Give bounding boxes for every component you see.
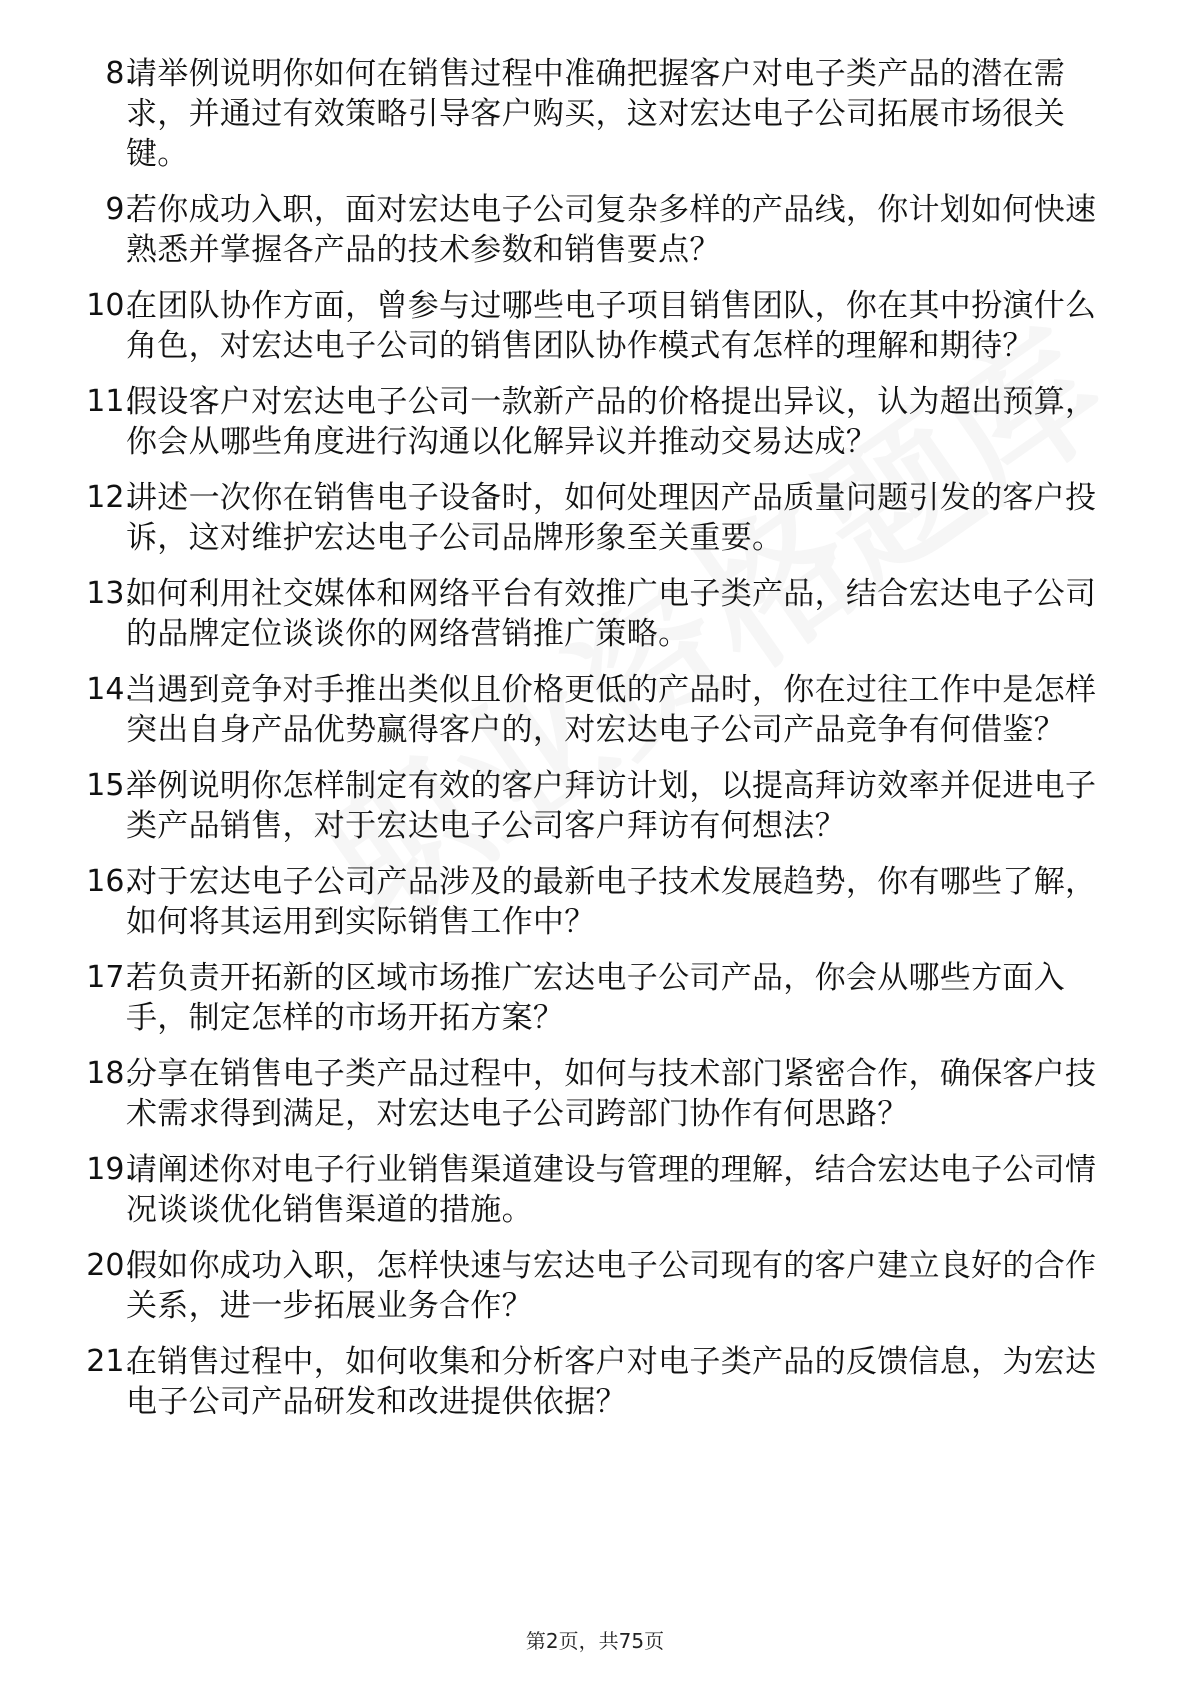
question-item <box>0 766 1190 846</box>
question-item <box>0 574 1190 654</box>
question-text: 假如你成功入职，怎样快速与宏达电子公司现有的客户建立良好的合作关系，进一步拓展业务合作？ <box>126 1248 1097 1324</box>
question-number: 9. <box>105 192 134 227</box>
question-item <box>0 1342 1190 1422</box>
question-text: 举例说明你怎样制定有效的客户拜访计划，以提高拜访效率并促进电子类产品销售，对于宏达电子公司客户拜访有何想法？ <box>126 768 1097 844</box>
question-number: 12. <box>86 480 134 515</box>
question-item <box>0 478 1190 558</box>
page-footer <box>0 1628 1190 1654</box>
question-text: 讲述一次你在销售电子设备时，如何处理因产品质量问题引发的客户投诉，这对维护宏达电子公司品牌形象至关重要。 <box>126 480 1097 556</box>
question-item <box>0 862 1190 942</box>
question-number: 21. <box>86 1344 134 1379</box>
question-item <box>0 286 1190 366</box>
question-number: 15. <box>86 768 134 803</box>
question-text: 请阐述你对电子行业销售渠道建设与管理的理解，结合宏达电子公司情况谈谈优化销售渠道的措施。 <box>126 1152 1097 1228</box>
question-number: 17. <box>86 960 134 995</box>
question-number: 13. <box>86 576 134 611</box>
question-number: 14. <box>86 672 134 707</box>
question-text: 如何利用社交媒体和网络平台有效推广电子类产品，结合宏达电子公司的品牌定位谈谈你的网络营销推广策略。 <box>126 576 1097 652</box>
question-text: 若你成功入职，面对宏达电子公司复杂多样的产品线，你计划如何快速熟悉并掌握各产品的技术参数和销售要点？ <box>126 192 1097 268</box>
page-number-label: 第2页，共75页 <box>525 1629 665 1653</box>
question-list <box>0 54 1190 1438</box>
question-text: 假设客户对宏达电子公司一款新产品的价格提出异议，认为超出预算，你会从哪些角度进行沟通以化解异议并推动交易达成？ <box>126 384 1097 460</box>
question-number: 18. <box>86 1056 134 1091</box>
question-item <box>0 382 1190 462</box>
question-item <box>0 1246 1190 1326</box>
question-text: 在销售过程中，如何收集和分析客户对电子类产品的反馈信息，为宏达电子公司产品研发和改进提供依据？ <box>126 1344 1097 1420</box>
question-text: 在团队协作方面，曾参与过哪些电子项目销售团队，你在其中扮演什么角色，对宏达电子公司的销售团队协作模式有怎样的理解和期待？ <box>126 288 1097 364</box>
question-item <box>0 190 1190 270</box>
question-number: 10. <box>86 288 134 323</box>
question-text: 若负责开拓新的区域市场推广宏达电子公司产品，你会从哪些方面入手，制定怎样的市场开拓方案？ <box>126 960 1065 1036</box>
question-number: 19. <box>86 1152 134 1187</box>
question-number: 16. <box>86 864 134 899</box>
question-item <box>0 958 1190 1038</box>
question-item <box>0 1150 1190 1230</box>
question-number: 20. <box>86 1248 134 1283</box>
question-item <box>0 1054 1190 1134</box>
question-item <box>0 670 1190 750</box>
question-number: 11. <box>86 384 134 419</box>
question-text: 当遇到竞争对手推出类似且价格更低的产品时，你在过往工作中是怎样突出自身产品优势赢得客户的，对宏达电子公司产品竞争有何借鉴？ <box>126 672 1097 748</box>
question-text: 对于宏达电子公司产品涉及的最新电子技术发展趋势，你有哪些了解，如何将其运用到实际销售工作中？ <box>126 864 1097 940</box>
question-text: 分享在销售电子类产品过程中，如何与技术部门紧密合作，确保客户技术需求得到满足，对宏达电子公司跨部门协作有何思路？ <box>126 1056 1097 1132</box>
question-number: 8. <box>105 56 134 91</box>
question-item <box>0 54 1190 174</box>
question-text: 请举例说明你如何在销售过程中准确把握客户对电子类产品的潜在需求，并通过有效策略引导客户购买，这对宏达电子公司拓展市场很关键。 <box>126 56 1065 172</box>
